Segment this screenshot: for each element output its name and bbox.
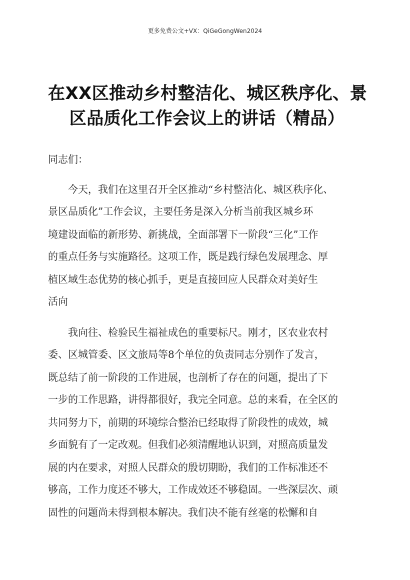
paragraph-line: 今天，我们在这里召开全区推动“乡村整洁化、城区秩序化、 — [68, 184, 334, 196]
document-body — [48, 150, 368, 525]
paragraph-line: 固性的问题尚未得到根本解决。我们决不能有丝毫的松懈和自 — [48, 507, 318, 519]
paragraph-line: 一步的工作思路，讲得都很好，我完全同意。总的来看，在全区的 — [48, 395, 338, 406]
greeting: 同志们： — [48, 155, 88, 166]
paragraph-line: 植区域生态优势的核心抓手，更是直接回应人民群众对美好生 — [48, 274, 318, 286]
paragraph-line: 的重点任务与实施路径。这项工作，既是践行绿色发展理念、厚 — [48, 252, 328, 263]
paragraph-line: 共同努力下，前期的环境综合整治已经取得了阶段性的成效，城 — [48, 417, 328, 429]
paragraph-line: 我向往、检验民生福祉成色的重要标尺。刚才，区农业农村 — [68, 327, 328, 339]
paragraph-2 — [48, 323, 368, 526]
paragraph-line: 景区品质化”工作会议，主要任务是深入分析当前我区城乡环 — [48, 207, 314, 218]
paragraph-gap — [48, 315, 368, 323]
paragraph-1 — [48, 180, 368, 315]
title-line-1: 在XX区推动乡村整洁化、城区秩序化、景 — [48, 84, 368, 104]
document-title — [48, 82, 366, 132]
paragraph-line: 活向 — [48, 297, 68, 308]
paragraph-line: 境建设面临的新形势、新挑战，全面部署下一阶段“三化”工作 — [48, 229, 319, 241]
paragraph-line: 展的内在要求，对照人民群众的殷切期盼，我们的工作标准还不 — [48, 462, 328, 474]
paragraph-line: 委、区城管委、区文旅局等8个单位的负责同志分别作了发言， — [48, 350, 325, 361]
paragraph-line: 够高，工作力度还不够大，工作成效还不够稳固。一些深层次、顽 — [48, 485, 338, 496]
page-header: 更多免费公文+VX：QiGeGongWen2024 — [147, 28, 263, 35]
paragraph-line: 既总结了前一阶段的工作进展，也剖析了存在的问题，提出了下 — [48, 372, 328, 384]
paragraph-line: 乡面貌有了一定改观。但我们必须清醒地认识到，对照高质量发 — [48, 440, 328, 451]
title-line-2: 区品质化工作会议上的讲话（精品） — [69, 109, 345, 129]
